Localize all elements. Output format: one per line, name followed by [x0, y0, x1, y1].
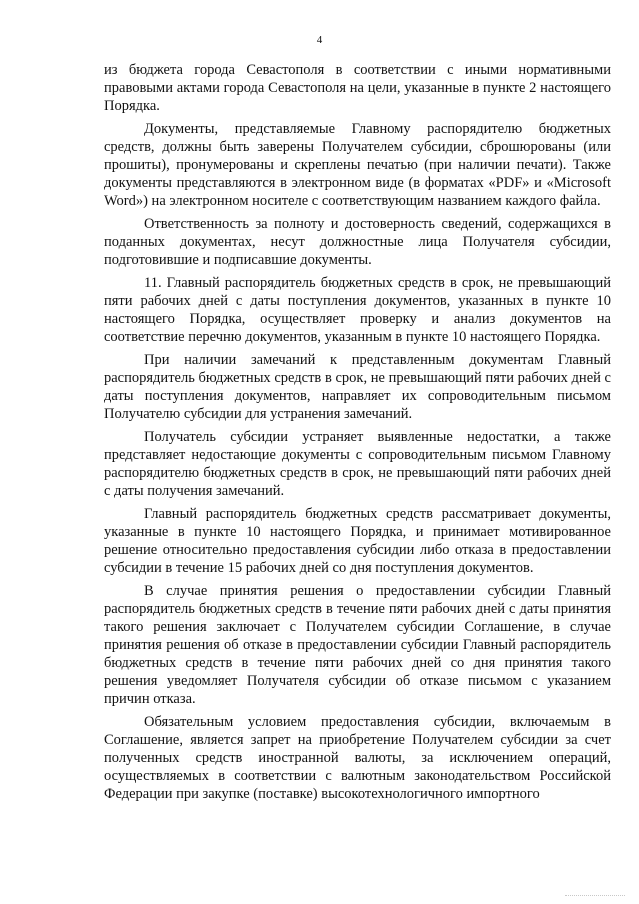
paragraph-responsibility: Ответственность за полноту и достоверность сведений, содержащихся в поданных документах, несут должностные лица Получателя субсидии, подготовившие и подписавшие документы. [104, 216, 611, 268]
paragraph-currency-condition: Обязательным условием предоставления субсидии, включаемым в Соглашение, является запрет на приобретение Получателем субсидии за счет полученных средств иностранной валюты, за исключением операций, осуществляемых в соответствии с валютным законодательством Российской Федерации при закупке (поставке) высокотехнологичного импортного [104, 714, 611, 802]
document-body [104, 61, 611, 803]
paragraph-continuation: из бюджета города Севастополя в соответствии с иными нормативными правовыми актами города Севастополя на цели, указанные в пункте 2 настоящего Порядка. [104, 62, 611, 114]
paragraph-corrections: Получатель субсидии устраняет выявленные недостатки, а также представляет недостающие документы с сопроводительным письмом Главному распорядителю бюджетных средств в срок, не превышающий пяти рабочих дней с даты получения замечаний. [104, 429, 611, 499]
paragraph-review-decision: Главный распорядитель бюджетных средств рассматривает документы, указанные в пункте 10 настоящего Порядка, и принимает мотивированное решение относительно предоставления субсидии либо отказа в предоставлении субсидии в течение 15 рабочих дней со дня поступления документов. [104, 506, 611, 576]
paragraph-item-11: 11. Главный распорядитель бюджетных средств в срок, не превышающий пяти рабочих дней с даты поступления документов, указанных в пункте 10 настоящего Порядка, осуществляет проверку и анализ документов на соответствие перечню документов, указанным в пункте 10 настоящего Порядка. [104, 275, 611, 345]
scan-artifact [565, 891, 625, 896]
paragraph-agreement: В случае принятия решения о предоставлении субсидии Главный распорядитель бюджетных средств в течение пяти рабочих дней с даты принятия такого решения заключает с Получателем субсидии Соглашение, в случае принятия решения об отказе в предоставлении субсидии Главный распорядитель бюджетных средств в течение пяти рабочих дней со дня принятия такого решения уведомляет Получателя субсидии об отказе письмом с указанием причин отказа. [104, 583, 611, 707]
paragraph-documents-certification: Документы, представляемые Главному распорядителю бюджетных средств, должны быть заверены Получателем субсидии, сброшюрованы (или прошиты), пронумерованы и скреплены печатью (при наличии печати). Также документы представляются в электронном виде (в форматах «PDF» и «Microsoft Word») на электронном носителе с соответствующим названием каждого файла. [104, 121, 611, 209]
paragraph-remarks: При наличии замечаний к представленным документам Главный распорядитель бюджетных средств в срок, не превышающий пяти рабочих дней с даты поступления документов, направляет их сопроводительным письмом Получателю субсидии для устранения замечаний. [104, 352, 611, 422]
page-number: 4 [316, 34, 323, 46]
